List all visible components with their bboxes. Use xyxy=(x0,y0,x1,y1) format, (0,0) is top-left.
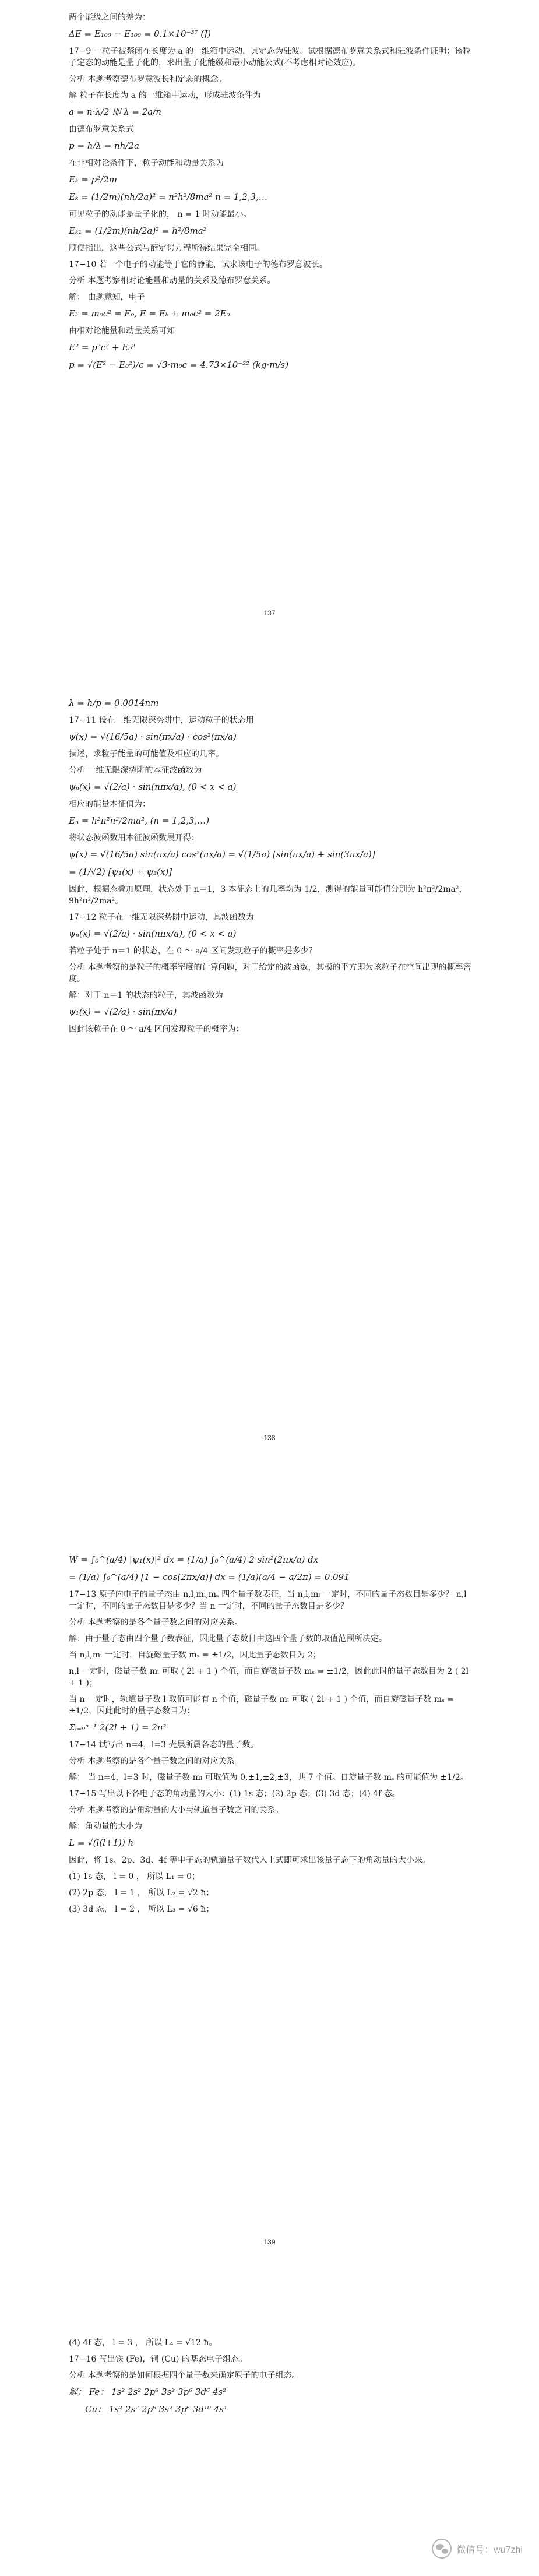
problem-17-13: 17−13 原子内电子的量子态由 n,l,mₗ,mₛ 四个量子数表征，当 n,l,mₗ 一定时，不同的量子态数目是多少？ n,l 一定时，不同的量子态数目是多少？当 n 一定时，不同的量子态数目是多少？ xyxy=(69,1590,467,1611)
text-line: 由相对论能量和动量关系可知 xyxy=(69,326,175,336)
equation: Eₖ = (1/2m)(nh/2a)² = n²h²/8ma² n = 1,2,3,… xyxy=(69,192,267,202)
equation: ψₙ(x) = √(2/a) · sin(nπx/a), (0 < x < a) xyxy=(69,928,237,939)
page-140-body xyxy=(69,2337,477,2421)
page-number: 137 xyxy=(263,609,276,617)
equation: E² = p²c² + E₀² xyxy=(69,342,136,353)
text-line: n,l 一定时，磁量子数 mₗ 可取 ( 2l + 1 ) 个值，而自旋磁量子数 mₛ = ±1/2，因此此时的量子态数目为 2 ( 2l + 1 )； xyxy=(69,1667,469,1688)
text-line: (3) 3d 态， l = 2 ， 所以 L₃ = √6 ħ； xyxy=(69,1905,214,1914)
wechat-icon xyxy=(432,2539,452,2559)
problem-17-9: 17−9 一粒子被禁闭在长度为 a 的一维箱中运动，其定态为驻波。试根据德布罗意关系式和驻波条件证明：该粒子定态的动能是量子化的，求出量子化能级和最小动能公式(不考虑相对论效应)。 xyxy=(69,47,471,68)
equation: Σₗ₌₀ⁿ⁻¹ 2(2l + 1) = 2n² xyxy=(69,1722,167,1733)
analysis: 分析 本题考察德布罗意波长和定态的概念。 xyxy=(69,75,227,84)
text-line: (2) 2p 态， l = 1 ， 所以 L₂ = √2 ħ； xyxy=(69,1888,214,1898)
solution: 解：由于量子态由四个量子数表征，因此量子态数目由这四个量子数的取值范围所决定。 xyxy=(69,1634,387,1644)
analysis: 分析 一维无限深势阱的本征波函数为 xyxy=(69,766,202,775)
text-line: 因此，将 1s、2p、3d、4f 等电子态的轨道量子数代入上式即可求出该量子态下的角动量的大小来。 xyxy=(69,1856,431,1865)
problem-17-16: 17−16 写出铁 (Fe)，铜 (Cu) 的基态电子组态。 xyxy=(69,2355,247,2364)
equation: ψ(x) = √(16/5a) sin(πx/a) cos²(πx/a) = √(1/5a) [sin(πx/a) + sin(3πx/a)] xyxy=(69,849,375,860)
solution: 解： 由题意知，电子 xyxy=(69,293,145,302)
text-line: 当 n 一定时，轨道量子数 l 取值可能有 n 个值，磁量子数 mₗ 可取 ( 2l + 1 ) 个值，而自旋磁量子数 mₛ = ±1/2，因此此时的量子态数目为： xyxy=(69,1695,455,1716)
problem-17-12: 17−12 粒子在一维无限深势阱中运动，其波函数为 xyxy=(69,913,254,922)
text-line: 两个能级之间的差为： xyxy=(69,13,150,22)
text-line: 由德布罗意关系式 xyxy=(69,125,134,134)
analysis: 分析 本题考察的是角动量的大小与轨道量子数之间的关系。 xyxy=(69,1806,284,1815)
solution: 解 粒子在长度为 a 的一维箱中运动，形成驻波条件为 xyxy=(69,91,261,100)
equation: = (1/a) ∫₀^(a/4) [1 − cos(2πx/a)] dx = (1/a)(a/4 − a/2π) = 0.091 xyxy=(69,1572,350,1582)
equation: ΔE = E₁₀₀ − E₁₀₀ = 0.1×10⁻³⁷ (J) xyxy=(69,29,212,39)
page-138 xyxy=(0,653,539,1480)
equation: ψ₁(x) = √(2/a) · sin(πx/a) xyxy=(69,1007,177,1017)
text-line: 相应的能量本征值为： xyxy=(69,800,150,809)
equation: 解： Fe： 1s² 2s² 2p⁶ 3s² 3p⁶ 3d⁶ 4s² xyxy=(69,2387,227,2397)
equation: Eₖ = m₀c² = E₀, E = Eₖ + m₀c² = 2E₀ xyxy=(69,308,230,319)
page-140 xyxy=(0,2273,539,2576)
text-line: (1) 1s 态， l = 0 ， 所以 L₁ = 0； xyxy=(69,1872,200,1881)
text-line: 若粒子处于 n＝1 的状态，在 0 ～ a/4 区间发现粒子的概率是多少？ xyxy=(69,946,317,956)
text-line: 可见粒子的动能是量子化的， n = 1 时动能最小。 xyxy=(69,210,252,219)
page-138-body xyxy=(69,694,477,1040)
text-line: (4) 4f 态， l = 3 ， 所以 L₄ = √12 ħ。 xyxy=(69,2338,217,2348)
page-139-body xyxy=(69,1550,477,1920)
equation: Cu： 1s² 2s² 2p⁶ 3s² 3p⁶ 3d¹⁰ 4s¹ xyxy=(85,2404,228,2415)
equation: ψ(x) = √(16/5a) · sin(πx/a) · cos²(πx/a) xyxy=(69,731,237,742)
page-137-body xyxy=(69,12,477,376)
equation: Eₖ = p²/2m xyxy=(69,174,117,185)
solution: 解：角动量的大小为 xyxy=(69,1822,142,1831)
text-line: 描述，求粒子能量的可能值及相应的几率。 xyxy=(69,749,224,759)
watermark xyxy=(432,2539,523,2559)
analysis: 分析 本题考察的是各个量子数之间的对应关系。 xyxy=(69,1757,243,1766)
page-139 xyxy=(0,1480,539,2273)
text-line: 因此该粒子在 0 ～ a/4 区间发现粒子的概率为： xyxy=(69,1025,244,1034)
solution: 解：对于 n＝1 的状态的粒子，其波函数为 xyxy=(69,991,223,1000)
equation: ψₙ(x) = √(2/a) · sin(nπx/a), (0 < x < a) xyxy=(69,782,237,792)
equation: W = ∫₀^(a/4) |ψ₁(x)|² dx = (1/a) ∫₀^(a/4) 2 sin²(2πx/a) dx xyxy=(69,1554,319,1565)
solution: 解： 当 n=4，l=3 时，磁量子数 mₗ 可取值为 0,±1,±2,±3，共 7 个值。自旋量子数 mₛ 的可能值为 ±1/2。 xyxy=(69,1773,468,1782)
analysis: 分析 本题考察的是粒子的概率密度的计算问题，对于给定的波函数，其模的平方即为该粒子在空间出现的概率密度。 xyxy=(69,963,471,984)
analysis: 分析 本题考察的是各个量子数之间的对应关系。 xyxy=(69,1618,243,1627)
equation: Eₙ = h²π²n²/2ma², (n = 1,2,3,…) xyxy=(69,815,210,826)
page-number: 139 xyxy=(263,2238,276,2246)
equation: = (1/√2) [ψ₁(x) + ψ₃(x)] xyxy=(69,867,172,877)
text-line: 顺便指出，这些公式与薛定谔方程所得结果完全相同。 xyxy=(69,244,265,253)
equation: a = n·λ/2 即 λ = 2a/n xyxy=(69,107,161,117)
equation: L = √(l(l+1)) ħ xyxy=(69,1838,134,1848)
problem-17-15: 17−15 写出以下各电子态的角动量的大小：(1) 1s 态；(2) 2p 态；(3) 3d 态；(4) 4f 态。 xyxy=(69,1789,400,1799)
page-number: 138 xyxy=(263,1434,276,1442)
analysis: 分析 本题考察相对论能量和动量的关系及德布罗意关系。 xyxy=(69,276,276,286)
watermark-text: 微信号：wu7zhi xyxy=(456,2545,523,2555)
page-137 xyxy=(0,0,539,653)
problem-17-14: 17−14 试写出 n=4，l=3 壳层所属各态的量子数。 xyxy=(69,1740,259,1750)
problem-17-10: 17−10 若一个电子的动能等于它的静能，试求该电子的德布罗意波长。 xyxy=(69,260,327,269)
text-line: 在非相对论条件下，粒子动能和动量关系为 xyxy=(69,159,224,168)
equation: p = √(E² − E₀²)/c = √3·m₀c = 4.73×10⁻²² (kg·m/s) xyxy=(69,360,289,370)
text-line: 将状态波函数用本征波函数展开得： xyxy=(69,833,199,843)
text-line: 因此，根据态叠加原理，状态处于 n＝1，3 本征态上的几率均为 1/2，测得的能量可能值分别为 h²π²/2ma²，9h²π²/2ma²。 xyxy=(69,885,467,906)
equation: λ = h/p = 0.0014nm xyxy=(69,698,159,708)
text-line: 当 n,l,mₗ 一定时，自旋磁量子数 mₛ = ±1/2，因此量子态数目为 2； xyxy=(69,1651,321,1660)
analysis: 分析 本题考察的是如何根据四个量子数来确定原子的电子组态。 xyxy=(69,2371,300,2380)
problem-17-11: 17−11 设在一维无限深势阱中，运动粒子的状态用 xyxy=(69,716,254,725)
equation: Eₖ₁ = (1/2m)(nh/2a)² = h²/8ma² xyxy=(69,226,207,236)
equation: p = h/λ = nh/2a xyxy=(69,140,139,151)
